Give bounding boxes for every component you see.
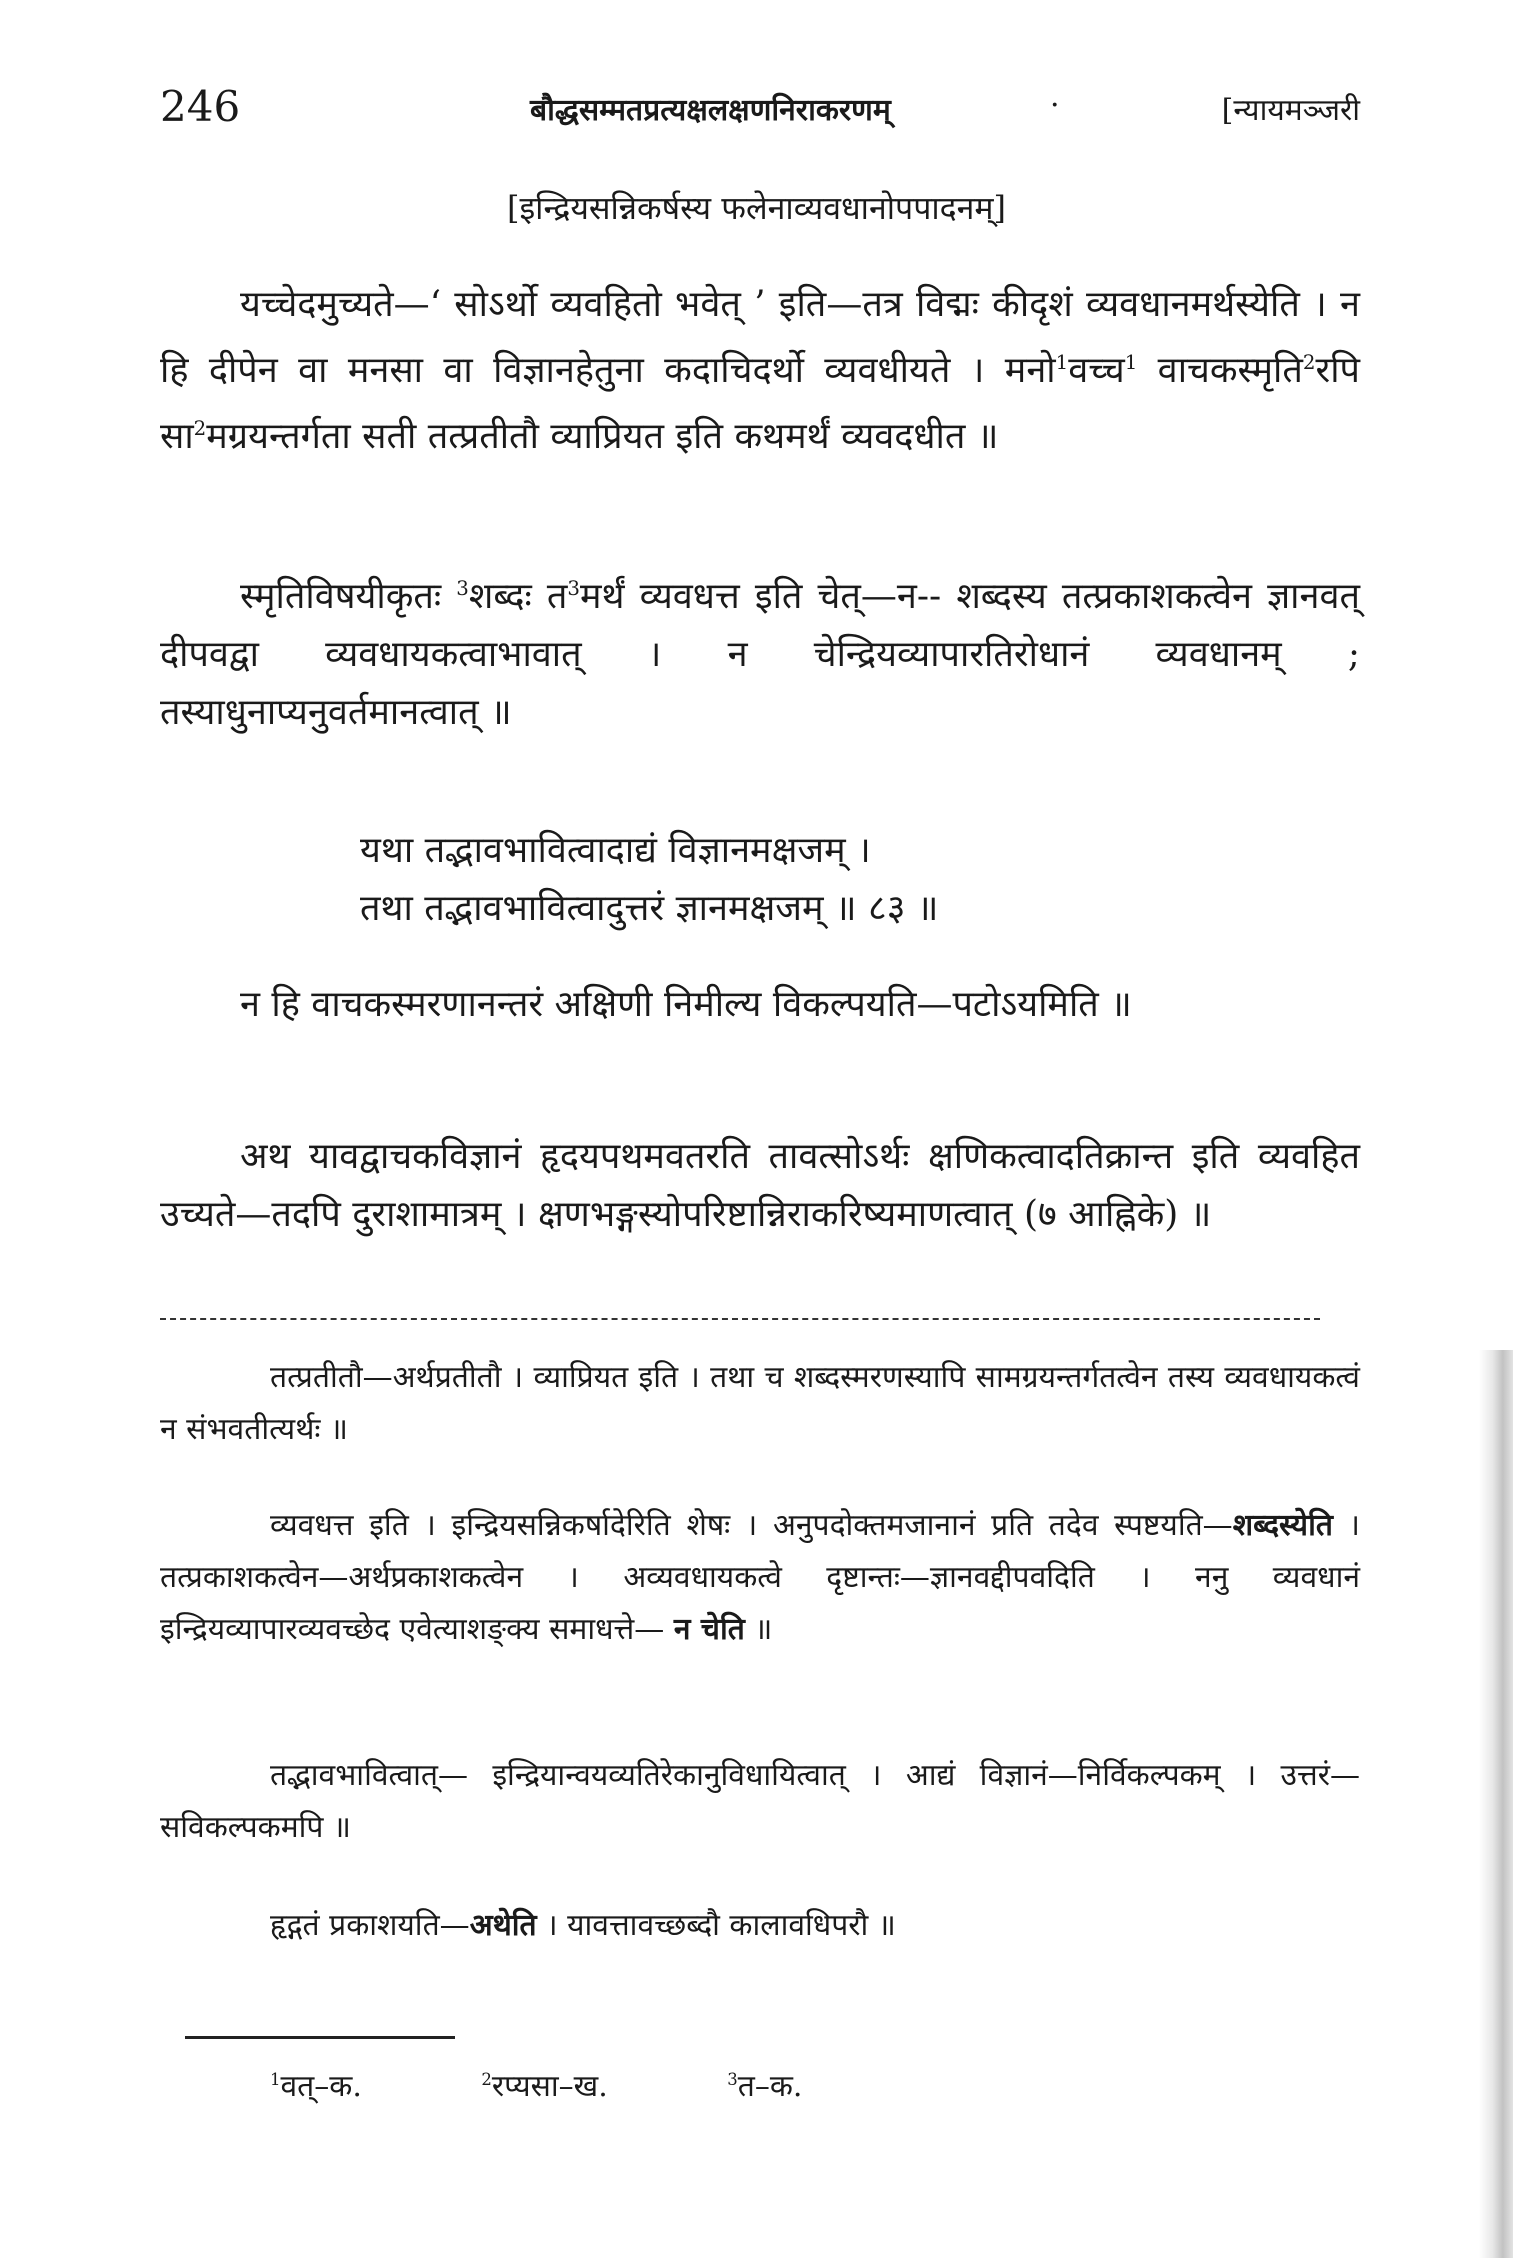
commentary-divider (160, 1318, 1320, 1320)
p3-text: न हि वाचकस्मरणानन्तरं अक्षिणी निमील्य विकल्पयति—पटोऽयमिति ॥ (240, 984, 1132, 1025)
footnotes (270, 2064, 912, 2105)
main-paragraph-2 (160, 560, 1360, 742)
footnote-3-number: 3 (727, 2070, 738, 2089)
c2-text-c: । तत्प्रकाशकत्वेन—अर्थप्रकाशकत्वेन । अव्यवधायकत्वे दृष्टान्तः—ज्ञानवद्दीपवदिति । ननु व्यवधानं इन्द्रियव्यापारव्यवच्छेद एवेत्याशङ्क्य समाधत्ते— (160, 1508, 1361, 1647)
page-edge-shadow (1479, 1350, 1513, 2258)
commentary-paragraph-2 (160, 1500, 1360, 1656)
footnote-3 (727, 2069, 802, 2104)
c2-text-a: व्यवधत्त इति । इन्द्रियसन्निकर्षादेरिति शेषः । अनुपदोक्तमजानानं प्रति तदेव स्पष्टयति— (270, 1508, 1233, 1543)
c1-text: तत्प्रतीतौ—अर्थप्रतीतौ । व्याप्रियत इति । तथा च शब्दस्मरणस्यापि सामग्रयन्तर्गतत्वेन तस्य व्यवधायकत्वं न संभवतीत्यर्थः ॥ (160, 1360, 1360, 1447)
footnote-1-number: 1 (270, 2070, 281, 2089)
footnote-1-text: वत्–क. (280, 2069, 362, 2104)
verse-line-2: तथा तद्भावभावित्वादुत्तरं ज्ञानमक्षजम् ॥ ८३ ॥ (360, 888, 939, 929)
footnote-ref-1a: 1 (1055, 351, 1069, 374)
main-paragraph-3 (160, 976, 1360, 1034)
c4-text-a: हृद्गतं प्रकाशयति— (270, 1908, 470, 1943)
commentary-paragraph-4 (160, 1900, 1360, 1952)
footnote-2-text: रप्यसा–ख. (491, 2069, 608, 2104)
footnote-ref-2b: 2 (193, 417, 207, 440)
header-dot: · (1050, 88, 1060, 123)
footnote-3-text: त–क. (737, 2069, 803, 2104)
p1-text-d: रपि सा (160, 350, 1360, 457)
footnote-ref-2a: 2 (1302, 351, 1316, 374)
p1-text-a: यच्चेदमुच्यते—‘ सोऽर्थो व्यवहितो भवेत् ’ इति—तत्र विद्मः कीदृशं व्यवधानमर्थस्येति । न हि दीपेन वा मनसा वा विज्ञानहेतुना कदाचिदर्थो व्यवधीयते । मनो (160, 284, 1360, 391)
c2-text-e: ॥ (744, 1612, 773, 1647)
p1-text-e: मग्रयन्तर्गता सती तत्प्रतीतौ व्याप्रियत इति कथमर्थं व्यवदधीत ॥ (206, 416, 999, 457)
footnote-1 (270, 2069, 362, 2104)
main-paragraph-1 (160, 276, 1360, 466)
c2-text-d: न चेति (673, 1612, 745, 1647)
commentary-paragraph-3 (160, 1750, 1360, 1854)
page-header (160, 82, 1360, 142)
p1-text-c: वाचकस्मृति (1137, 350, 1303, 391)
p2-text-a: स्मृतिविषयीकृतः (240, 576, 457, 617)
running-title: बौद्धसम्मतप्रत्यक्षलक्षणनिराकरणम् (530, 93, 891, 128)
p2-text-b: शब्दः त (468, 576, 568, 617)
c4-text-b: अथेति (469, 1908, 537, 1943)
footnote-2 (481, 2069, 607, 2104)
footnote-ref-1b: 1 (1124, 351, 1138, 374)
verse-block (360, 822, 1260, 938)
page-number: 246 (160, 82, 241, 131)
verse-line-1: यथा तद्भावभावित्वादाद्यं विज्ञानमक्षजम् । (360, 830, 871, 871)
p4-text: अथ यावद्वाचकविज्ञानं हृदयपथमवतरति तावत्सोऽर्थः क्षणिकत्वादतिक्रान्त इति व्यवहित उच्यते—तदपि दुराशामात्रम् । क्षणभङ्गस्योपरिष्टान्निराकरिष्यमाणत्वात् (७ आह्निके) ॥ (160, 1136, 1360, 1235)
book-title: [न्यायमञ्जरी (1221, 93, 1360, 128)
footnote-ref-3a: 3 (456, 577, 469, 600)
c2-text-b: शब्दस्येति (1232, 1508, 1333, 1543)
p1-text-b: वच्च (1068, 350, 1125, 391)
main-paragraph-4 (160, 1128, 1360, 1244)
section-heading: [इन्द्रियसन्निकर्षस्य फलेनाव्यवधानोपपादनम्] (506, 189, 1007, 227)
footnote-rule (185, 2036, 455, 2039)
c3-text: तद्भावभावित्वात्— इन्द्रियान्वयव्यतिरेकानुविधायित्वात् । आद्यं विज्ञानं—निर्विकल्पकम् । उत्तरं—सविकल्पकमपि ॥ (160, 1758, 1360, 1845)
p2-text-c: मर्थं व्यवधत्त इति चेत्—न-- शब्दस्य तत्प्रकाशकत्वेन ज्ञानवत् दीपवद्वा व्यवधायकत्वाभावात् । न चेन्द्रियव्यापारतिरोधानं व्यवधानम् ; तस्याधुनाप्यनुवर्तमानत्वात् ॥ (160, 576, 1360, 733)
c4-text-c: । यावत्तावच्छब्दौ कालावधिपरौ ॥ (536, 1908, 896, 1943)
footnote-ref-3b: 3 (567, 577, 580, 600)
footnote-2-number: 2 (481, 2070, 492, 2089)
commentary-paragraph-1 (160, 1352, 1360, 1456)
